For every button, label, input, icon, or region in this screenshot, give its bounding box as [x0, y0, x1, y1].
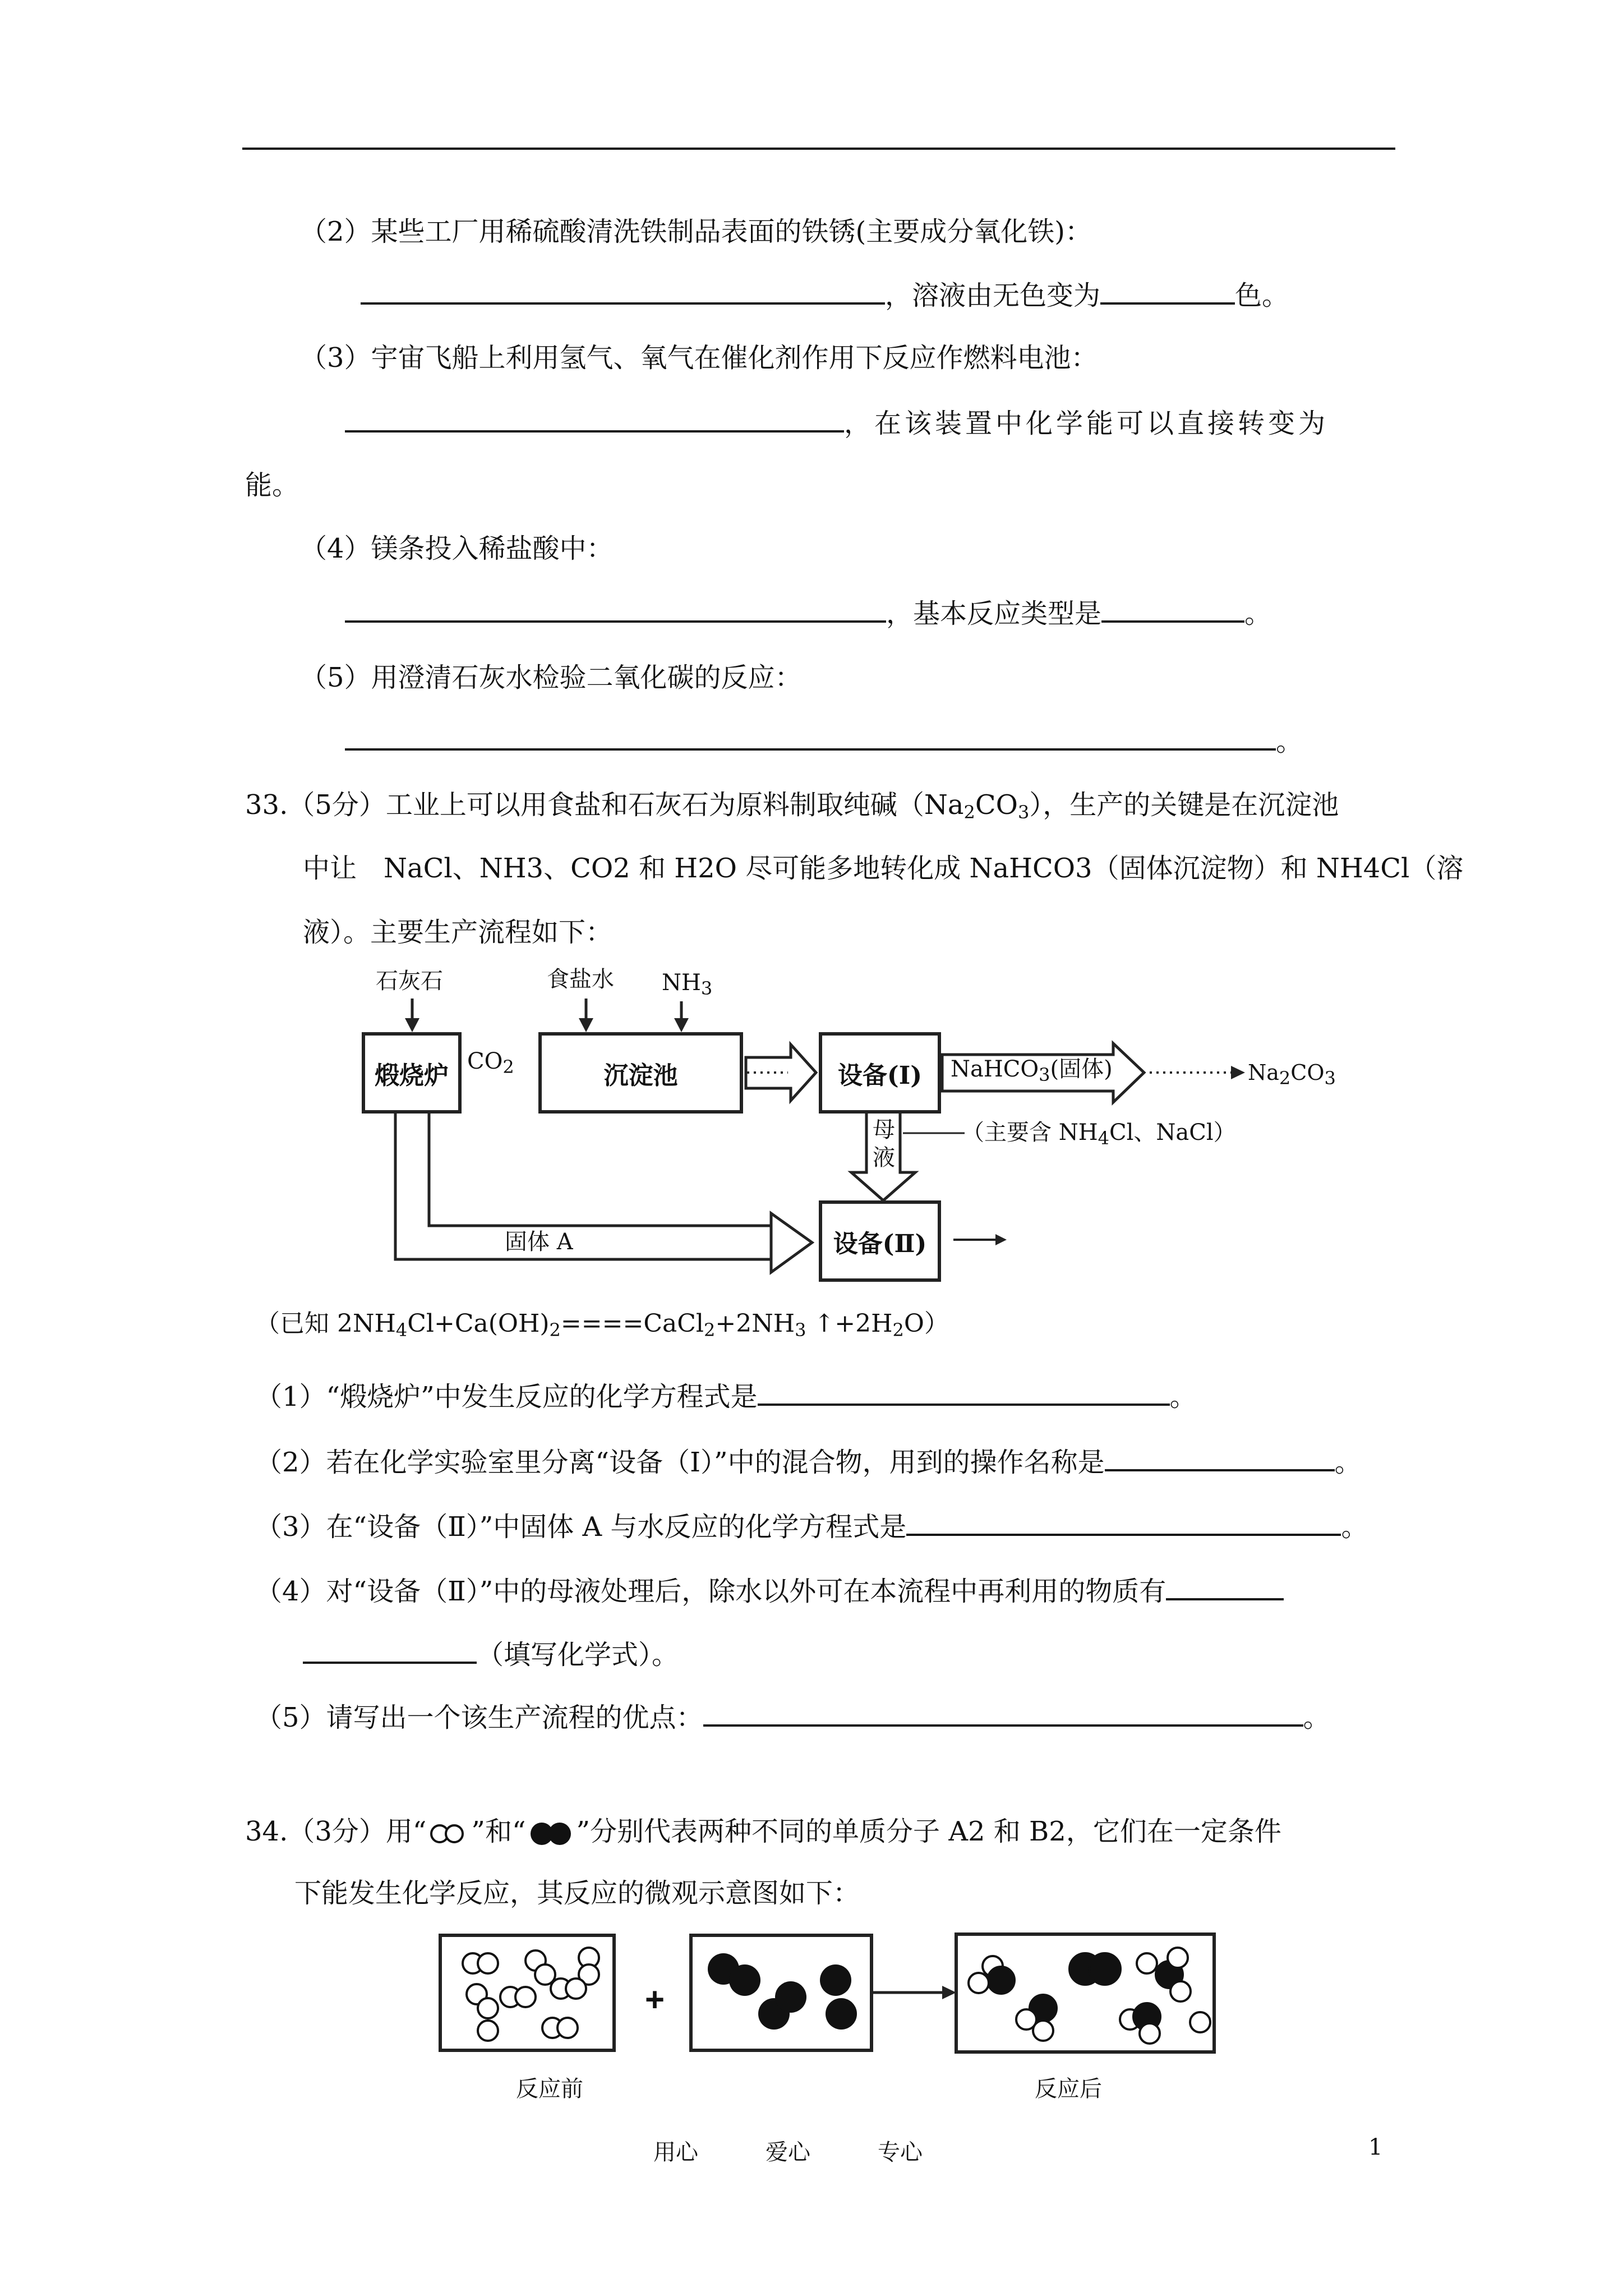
q33-s4: （4）对“设备（Ⅱ）”中的母液处理后，除水以外可在本流程中再利用的物质有 — [255, 1573, 1284, 1608]
label-nh3: $NH_3$ — [662, 970, 713, 999]
footer-text-3: 专心 — [878, 2139, 923, 2165]
q33-s5: （5）请写出一个该生产流程的优点： 。 — [255, 1700, 1330, 1734]
label-limestone: 石灰石 — [376, 968, 443, 994]
q33-s3: （3）在“设备（Ⅱ）”中固体 A 与水反应的化学方程式是 。 — [255, 1509, 1368, 1544]
q32-p4-answer-line: ，基本反应类型是 。 — [345, 596, 1271, 631]
q34-line1: 34.（3分）用“ ”和“ ”分别代表两种不同的单质分子 A2 和 B2，它们在一定条件 — [245, 1816, 1281, 1847]
q33-s4-tail: （填写化学式）。 — [303, 1637, 679, 1672]
footer-text-1: 用心 — [653, 2139, 698, 2165]
device1-box: 设备(Ⅰ) — [819, 1032, 941, 1114]
label-solid-a: 固体 A — [505, 1229, 573, 1255]
page-number: 1 — [1368, 2134, 1383, 2160]
device2-box: 设备(Ⅱ) — [819, 1200, 941, 1282]
label-mother-note: （主要含 $NH_4Cl$、NaCl） — [962, 1120, 1236, 1149]
q32-p3-answer-line: ，在该装置中化学能可以直接转变为 — [345, 406, 1329, 440]
label-after: 反应后 — [1035, 2076, 1102, 2102]
q33-intro-line2: 中让 NaCl、NH3、CO2 和 H2O 尽可能多地转化成 NaHCO3（固体沉淀物）和 NH4Cl（溶 — [303, 853, 1464, 884]
q33-s1: （1）“煅烧炉”中发生反应的化学方程式是 。 — [255, 1379, 1197, 1414]
q32-p3-end: 能。 — [245, 470, 299, 501]
q32-p2-answer-line: ，溶液由无色变为 色。 — [361, 278, 1289, 312]
label-brine: 食盐水 — [547, 967, 614, 992]
plus-sign: + — [645, 1981, 665, 2018]
q33-intro-line3: 液）。主要生产流程如下： — [303, 917, 613, 948]
label-before: 反应前 — [516, 2076, 583, 2102]
label-mother-2: 液 — [873, 1145, 895, 1171]
q33-known: （已知 $2NH_4Cl+Ca(OH)_2====CaCl_2+2NH_3$ $↑+2H_2O$） — [255, 1309, 949, 1341]
q33-s2: （2）若在化学实验室里分离“设备（Ⅰ）”中的混合物，用到的操作名称是 。 — [255, 1444, 1362, 1479]
q32-p5-title: （5）用澄清石灰水检验二氧化碳的反应： — [300, 662, 802, 693]
q33-intro-line1: 33.（5分）工业上可以用食盐和石灰石为原料制取纯碱$(Na_2CO_3)$，生产的关键是在沉淀池 — [245, 789, 1339, 823]
footer-text-2: 爱心 — [766, 2139, 810, 2165]
furnace-box: 煅烧炉 — [362, 1032, 462, 1114]
q32-p3-title: （3）宇宙飞船上利用氢气、氧气在催化剂作用下反应作燃料电池： — [300, 342, 1098, 374]
label-na2co3: $Na_2CO_3$ — [1248, 1060, 1336, 1089]
q32-p5-answer-line: 。 — [345, 724, 1303, 758]
q32-p2-title: （2）某些工厂用稀硫酸清洗铁制品表面的铁锈(主要成分氧化铁)： — [300, 216, 1092, 247]
label-co2: $CO_2$ — [467, 1048, 514, 1078]
tank-box: 沉淀池 — [538, 1032, 743, 1114]
label-mother-1: 母 — [873, 1117, 895, 1143]
label-nahco3: NaHCO$_3$(固体) — [951, 1056, 1113, 1085]
q32-p4-title: （4）镁条投入稀盐酸中： — [300, 533, 614, 564]
q34-line2: 下能发生化学反应，其反应的微观示意图如下： — [294, 1878, 860, 1909]
